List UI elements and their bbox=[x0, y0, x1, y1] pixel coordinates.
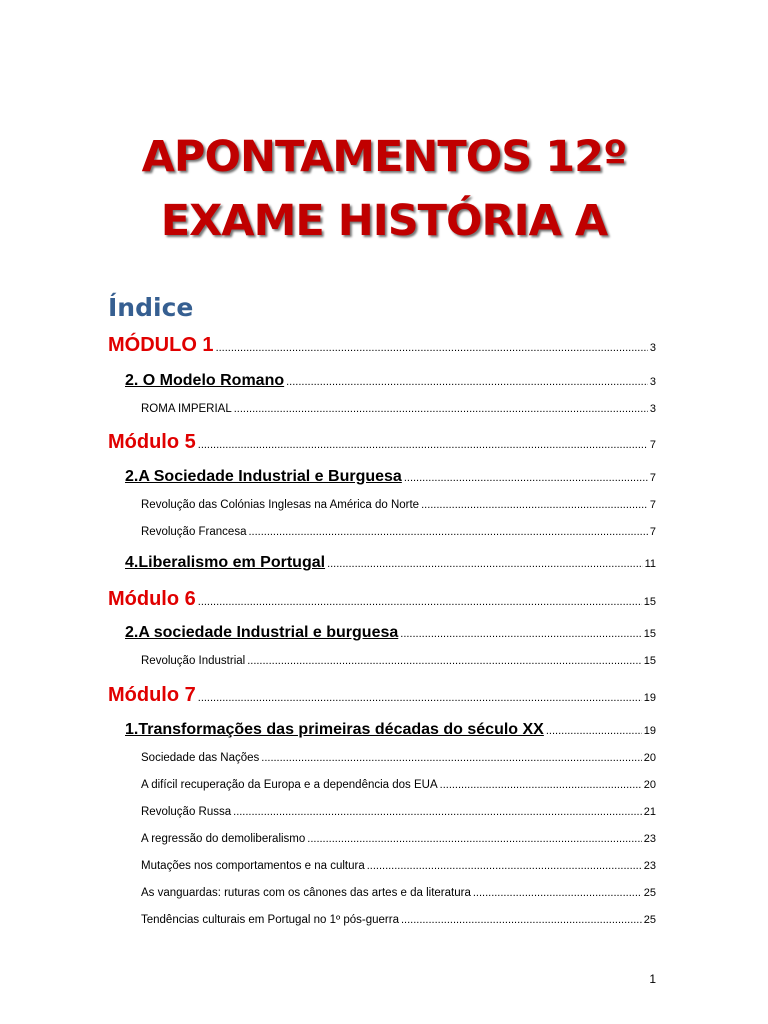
toc-entry-label: Módulo 7 bbox=[108, 684, 196, 706]
toc-entry-page: 3 bbox=[649, 342, 656, 354]
toc-entry-page: 23 bbox=[643, 860, 656, 872]
toc-entry-label: Sociedade das Nações bbox=[141, 752, 260, 764]
toc-entry-label: Revolução Industrial bbox=[141, 655, 246, 667]
toc-entry-label: MÓDULO 1 bbox=[108, 334, 214, 356]
toc-dot-leader bbox=[327, 558, 643, 570]
toc-entry-label: A difícil recuperação da Europa e a dependência dos EUA bbox=[141, 779, 438, 791]
toc-dot-leader bbox=[247, 655, 642, 667]
toc-entry-page: 19 bbox=[643, 725, 656, 737]
toc-entry-revolucao-russa[interactable] bbox=[141, 806, 656, 818]
toc-entry-mutacoes-comportamentos[interactable] bbox=[141, 860, 656, 872]
toc-entry-modelo-romano[interactable] bbox=[125, 372, 656, 390]
toc-dot-leader bbox=[234, 403, 648, 415]
toc-entry-label: Revolução Russa bbox=[141, 806, 232, 818]
toc-dot-leader bbox=[198, 692, 642, 704]
toc-dot-leader bbox=[367, 860, 642, 872]
toc-entry-sociedade-industrial-burguesa[interactable] bbox=[125, 468, 656, 486]
toc-entry-page: 19 bbox=[643, 692, 656, 704]
toc-entry-label: As vanguardas: ruturas com os cânones das artes e da literatura bbox=[141, 887, 471, 899]
toc-entry-page: 11 bbox=[644, 558, 656, 570]
toc-entry-label: 2. O Modelo Romano bbox=[125, 372, 285, 389]
toc-entry-sociedade-nacoes[interactable] bbox=[141, 752, 656, 764]
toc-entry-revolucao-industrial[interactable] bbox=[141, 655, 656, 667]
toc-entry-page: 3 bbox=[649, 403, 656, 415]
toc-entry-page: 7 bbox=[649, 499, 656, 511]
toc-entry-page: 25 bbox=[643, 914, 656, 926]
toc-entry-page: 23 bbox=[643, 833, 656, 845]
toc-entry-label: Tendências culturais em Portugal no 1º pós-guerra bbox=[141, 914, 399, 926]
toc-entry-label: 4.Liberalismo em Portugal bbox=[125, 554, 326, 571]
toc-dot-leader bbox=[421, 499, 648, 511]
toc-dot-leader bbox=[198, 596, 642, 608]
toc-dot-leader bbox=[404, 472, 648, 484]
toc-entry-revolucao-colonias[interactable] bbox=[141, 499, 656, 511]
toc-dot-leader bbox=[307, 833, 641, 845]
toc-dot-leader bbox=[233, 806, 642, 818]
toc-entry-label: 2.A sociedade Industrial e burguesa bbox=[125, 624, 399, 641]
toc-entry-label: Mutações nos comportamentos e na cultura bbox=[141, 860, 365, 872]
toc-dot-leader bbox=[440, 779, 642, 791]
toc-entry-label: Revolução das Colónias Inglesas na América do Norte bbox=[141, 499, 420, 511]
document-title-line-1: APONTAMENTOS 12º bbox=[141, 132, 627, 182]
toc-dot-leader bbox=[261, 752, 641, 764]
toc-entry-modulo-1[interactable] bbox=[108, 334, 656, 357]
toc-entry-page: 20 bbox=[643, 752, 656, 764]
toc-entry-revolucao-francesa[interactable] bbox=[141, 526, 656, 538]
toc-dot-leader bbox=[286, 376, 648, 388]
toc-entry-page: 3 bbox=[649, 376, 656, 388]
page-number: 1 bbox=[649, 972, 656, 986]
document-title-line-2: EXAME HISTÓRIA A bbox=[160, 196, 608, 246]
toc-entry-sociedade-industrial-burguesa-2[interactable] bbox=[125, 624, 656, 642]
toc-entry-page: 15 bbox=[643, 655, 656, 667]
toc-entry-label: A regressão do demoliberalismo bbox=[141, 833, 306, 845]
toc-dot-leader bbox=[216, 342, 648, 354]
toc-entry-modulo-7[interactable] bbox=[108, 684, 656, 707]
toc-entry-page: 7 bbox=[649, 526, 656, 538]
toc-entry-label: ROMA IMPERIAL bbox=[141, 403, 232, 415]
toc-dot-leader bbox=[401, 914, 642, 926]
toc-entry-page: 15 bbox=[643, 596, 656, 608]
toc-entry-page: 7 bbox=[649, 472, 656, 484]
toc-entry-page: 25 bbox=[643, 887, 656, 899]
toc-entry-vanguardas[interactable] bbox=[141, 887, 656, 899]
toc-entry-label: Módulo 5 bbox=[108, 431, 196, 453]
toc-entry-label: 2.A Sociedade Industrial e Burguesa bbox=[125, 468, 402, 485]
toc-entry-modulo-5[interactable] bbox=[108, 431, 656, 454]
toc-entry-regressao-demoliberalismo[interactable] bbox=[141, 833, 656, 845]
toc-entry-page: 20 bbox=[643, 779, 656, 791]
toc-dot-leader bbox=[400, 628, 641, 640]
toc-entry-label: Revolução Francesa bbox=[141, 526, 247, 538]
toc-entry-roma-imperial[interactable] bbox=[141, 403, 656, 415]
toc-entry-label: 1.Transformações das primeiras décadas do século XX bbox=[125, 721, 544, 738]
toc-entry-tendencias-culturais[interactable] bbox=[141, 914, 656, 926]
toc-entry-page: 15 bbox=[643, 628, 656, 640]
toc-entry-modulo-6[interactable] bbox=[108, 588, 656, 611]
toc-entry-recuperacao-europa[interactable] bbox=[141, 779, 656, 791]
toc-dot-leader bbox=[248, 526, 647, 538]
toc-entry-page: 21 bbox=[643, 806, 656, 818]
toc-entry-label: Módulo 6 bbox=[108, 588, 196, 610]
toc-entry-page: 7 bbox=[649, 439, 656, 451]
toc-dot-leader bbox=[473, 887, 642, 899]
toc-heading: Índice bbox=[108, 293, 194, 322]
toc-entry-transformacoes-seculo-xx[interactable] bbox=[125, 721, 656, 739]
toc-dot-leader bbox=[546, 725, 642, 737]
toc-entry-liberalismo-portugal[interactable] bbox=[125, 554, 656, 572]
toc-dot-leader bbox=[198, 439, 648, 451]
